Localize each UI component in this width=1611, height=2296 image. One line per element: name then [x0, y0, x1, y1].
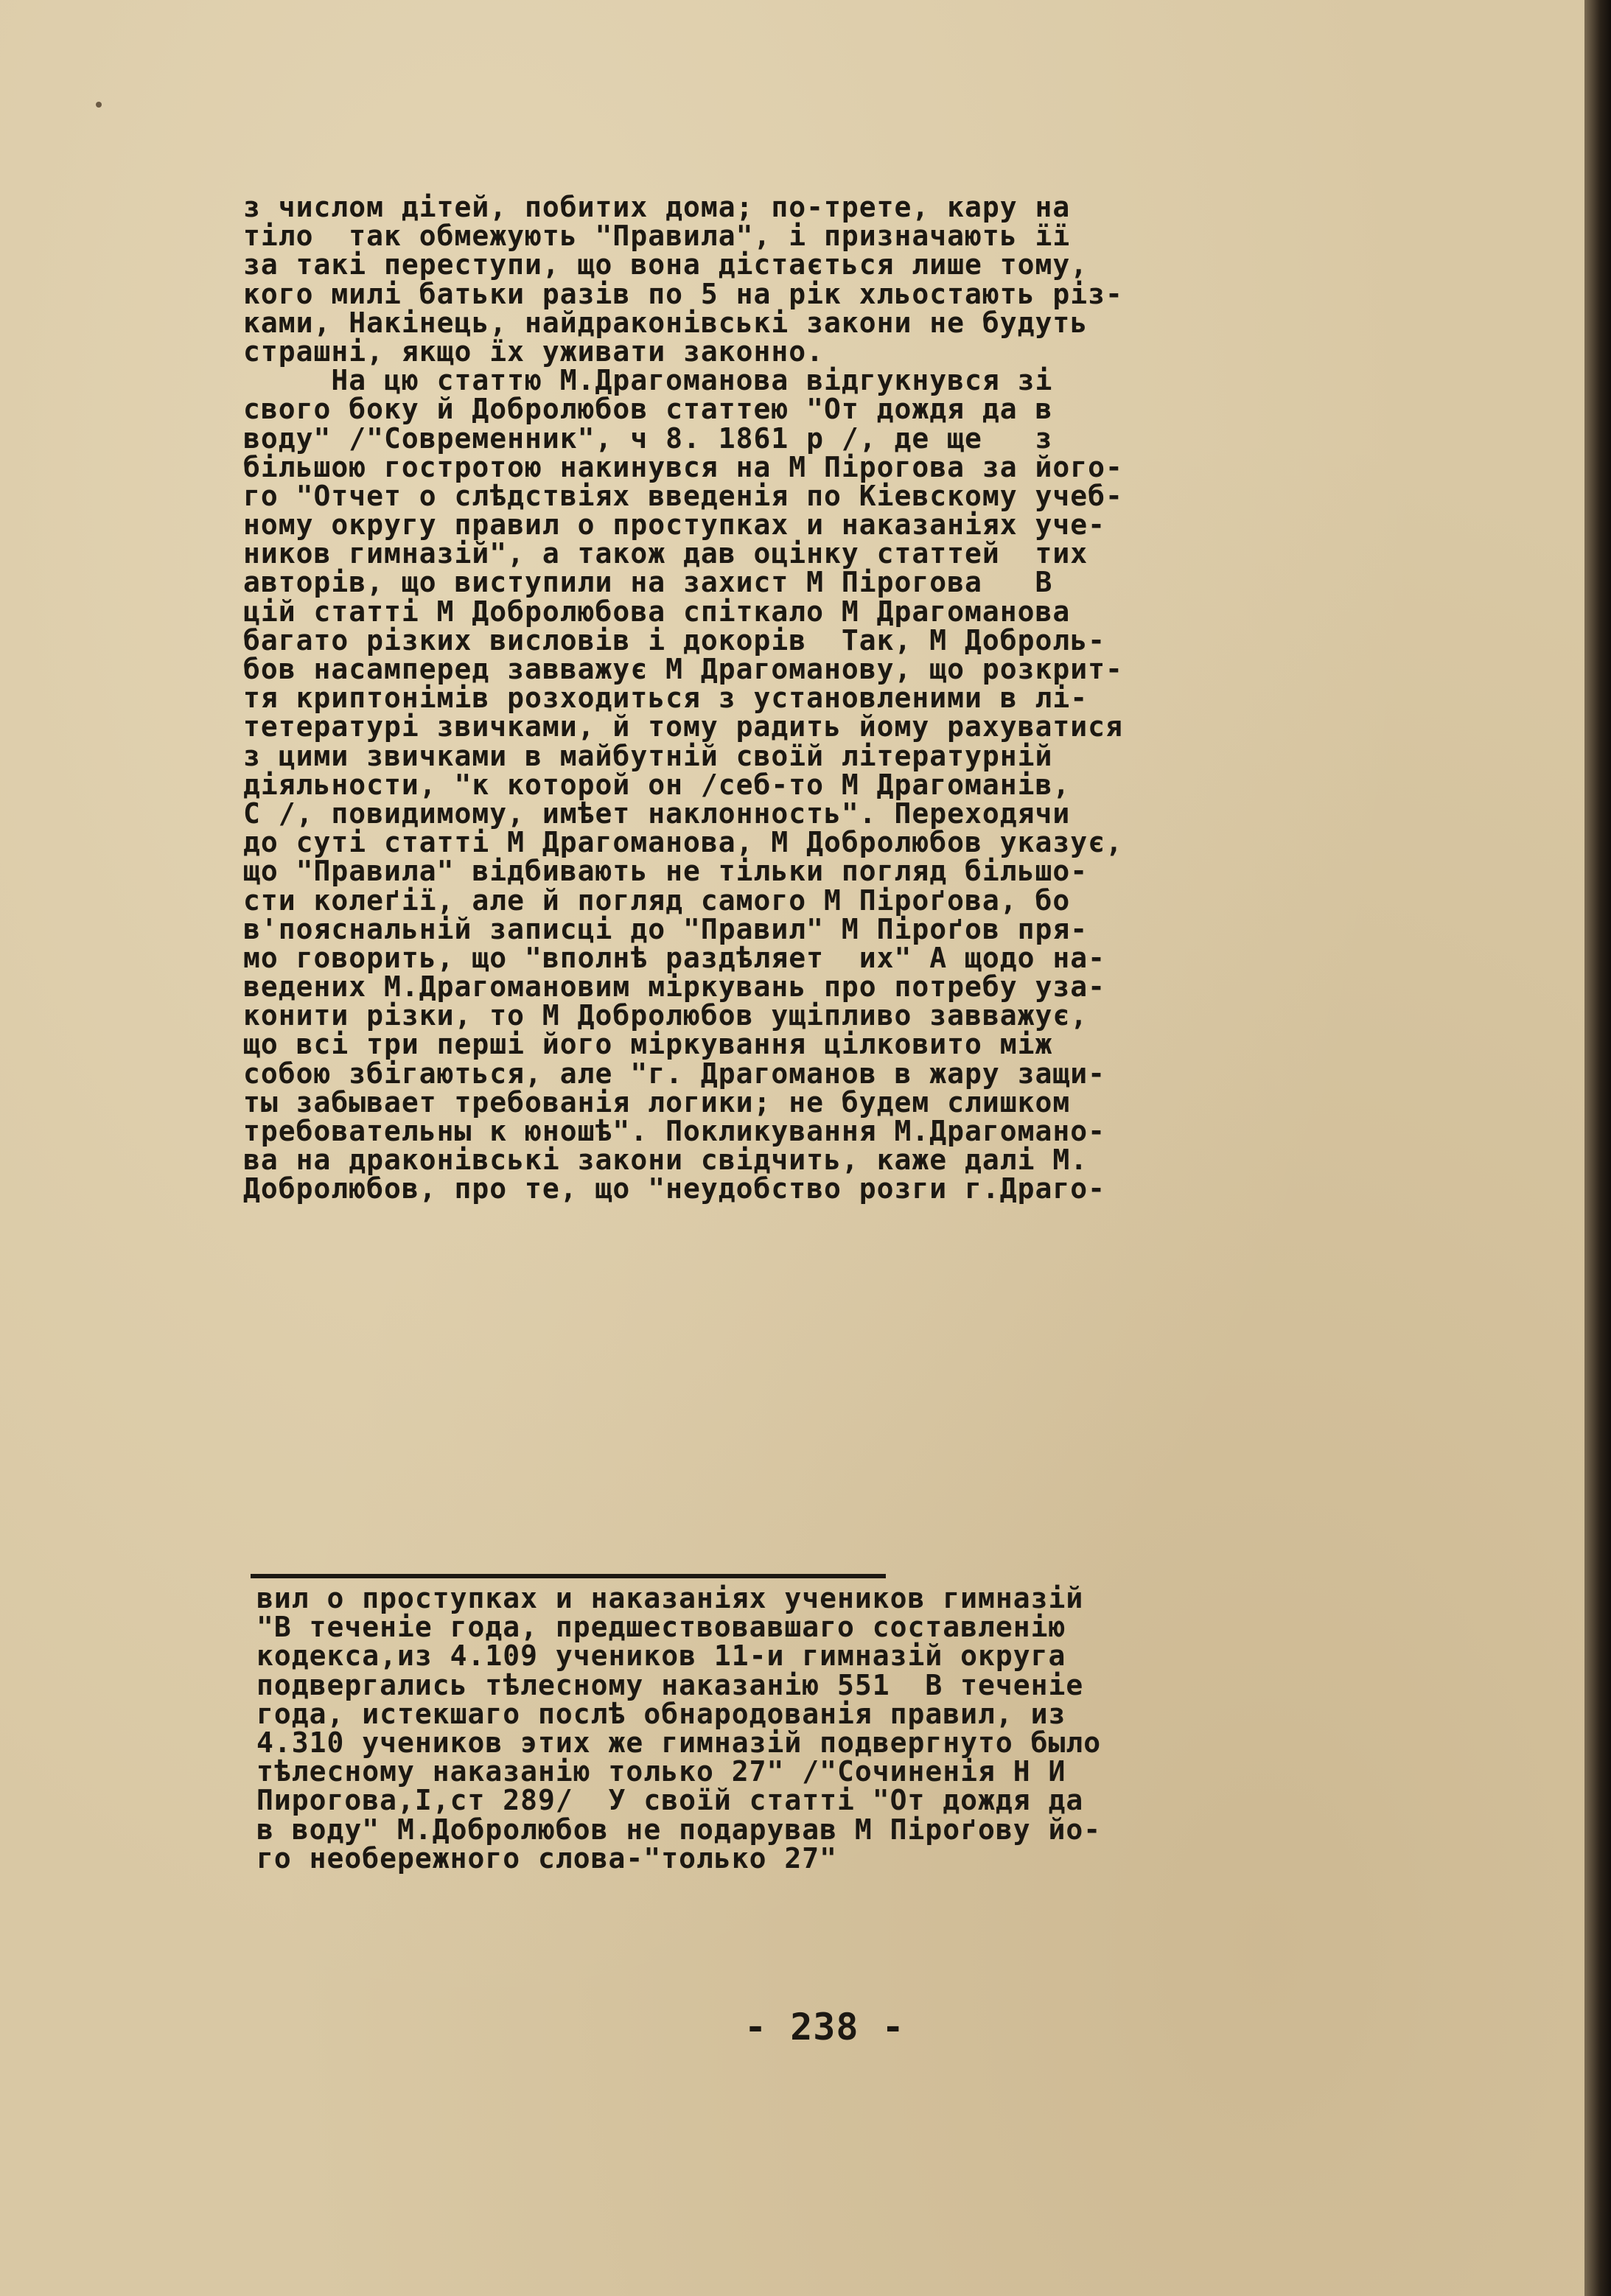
- body-line: го "Отчет о слѣдствіях введенія по Кіевскому учеб-: [243, 479, 1123, 512]
- body-line: ников гимназій", а також дав оцінку статтей тих: [243, 537, 1088, 570]
- footnote: [256, 1584, 1436, 1873]
- body-line: ва на драконівські закони свідчить, каже далі М.: [243, 1144, 1088, 1177]
- body-line: в'пояснальній записці до "Правил" М Піроґов пря-: [243, 912, 1088, 945]
- body-line: тіло так обмежують "Правила", і призначають її: [243, 220, 1071, 253]
- body-line: сти колеґії, але й погляд самого М Піроґова, бо: [243, 883, 1071, 917]
- body-line: тетературі звичками, й тому радить йому рахуватися: [243, 710, 1123, 743]
- body-line: до суті статті М Драгоманова, М Добролюбов указує,: [243, 826, 1123, 859]
- page-number: - 238 -: [744, 2006, 905, 2048]
- footnote-line: кодекса,из 4.109 учеников 11-и гимназій округа: [256, 1639, 1066, 1673]
- body-line: тя криптонімів розходиться з установленими в лі-: [243, 682, 1088, 715]
- body-line: з цими звичками в майбутній своїй літературній: [243, 739, 1053, 772]
- paper-speck: [96, 102, 102, 108]
- footnote-line: вил о проступках и наказаніях учеников гимназій: [256, 1582, 1084, 1614]
- body-line: ты забывает требованія логики; не будем слишком: [243, 1085, 1071, 1119]
- body-line: собою збігаються, але "г. Драгоманов в жару защи-: [243, 1057, 1106, 1090]
- body-line: що "Правила" відбивають не тільки погляд більшо-: [243, 855, 1088, 888]
- body-line: ками, Накінець, найдраконівські закони не будуть: [243, 306, 1088, 339]
- body-line: свого боку й Добролюбов статтею "От дождя да в: [243, 393, 1053, 426]
- body-line: С /, повидимому, имѣет наклонность". Переходячи: [243, 797, 1071, 830]
- body-line: діяльности, "к которой он /себ-то М Драгоманів,: [243, 768, 1071, 801]
- body-line: авторів, що виступили на захист М Пірогова В: [243, 566, 1053, 599]
- body-line: ведених М.Драгомановим міркувань про потребу уза-: [243, 970, 1106, 1004]
- body-line: мо говорить, що "вполнѣ раздѣляет их" А щодо на-: [243, 941, 1106, 974]
- body-line: за такі переступи, що вона дістається лише тому,: [243, 248, 1088, 281]
- footnote-line: го необережного слова-"только 27": [256, 1841, 837, 1875]
- footnote-line: 4.310 учеников этих же гимназій подвергнуто было: [256, 1726, 1102, 1759]
- body-line: воду" /"Современник", ч 8. 1861 р /, де ще з: [243, 421, 1053, 455]
- body-line: На цю статтю М.Драгоманова відгукнувся зі: [243, 364, 1053, 397]
- body-line: що всі три перші його міркування цілковито між: [243, 1028, 1053, 1061]
- footnote-line: Пирогова,І,ст 289/ У своїй статті "От дождя да: [256, 1784, 1084, 1817]
- body-line: кого милі батьки разів по 5 на рік хльостають різ-: [243, 277, 1123, 310]
- body-line: ному округу правил о проступках и наказаніях уче-: [243, 508, 1106, 542]
- body-line: бов насамперед завважує М Драгоманову, що розкрит-: [243, 653, 1123, 685]
- body-line: Добролюбов, про те, що "неудобство розги г.Драго-: [243, 1172, 1106, 1205]
- footnote-line: в воду" М.Добролюбов не подарував М Піроґову йо-: [256, 1813, 1102, 1846]
- body-line: більшою гостротою накинувся на М Пірогова за його-: [243, 450, 1123, 483]
- footnote-divider: [251, 1574, 886, 1578]
- footnote-line: "В теченіе года, предшествовавшаго составленію: [256, 1611, 1066, 1644]
- body-line: страшні, якщо їх уживати законно.: [243, 335, 824, 368]
- body-line: з числом дітей, побитих дома; по-трете, кару на: [243, 191, 1071, 223]
- book-spine-edge: [1584, 0, 1611, 2296]
- main-text: [243, 193, 1452, 1204]
- body-line: требовательны к юношѣ". Покликування М.Драгомано-: [243, 1115, 1106, 1147]
- footnote-line: подвергались тѣлесному наказанію 551 В теченіе: [256, 1668, 1084, 1701]
- body-line: багато різких висловів і докорів Так, М Доброль-: [243, 623, 1106, 657]
- body-line: конити різки, то М Добролюбов ущіпливо завважує,: [243, 999, 1088, 1032]
- body-line: цій статті М Добролюбова спіткало М Драгоманова: [243, 595, 1071, 628]
- footnote-line: года, истекшаго послѣ обнародованія правил, из: [256, 1697, 1066, 1730]
- footnote-line: тѣлесному наказанію только 27" /"Сочиненія Н И: [256, 1755, 1066, 1788]
